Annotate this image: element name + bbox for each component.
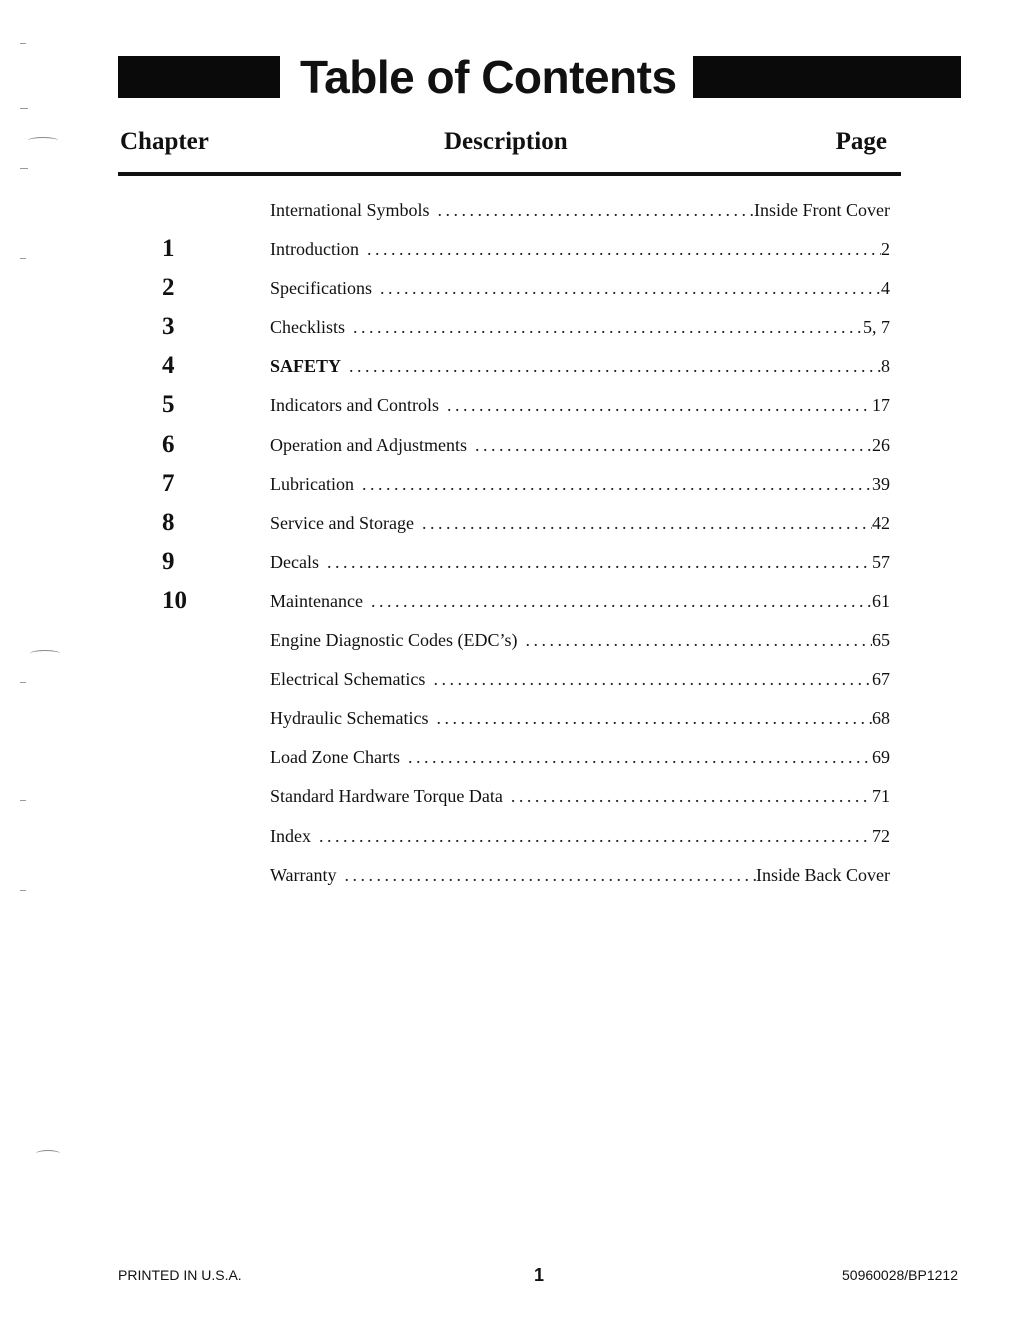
dot-leader <box>380 278 881 299</box>
dot-leader <box>436 708 872 729</box>
toc-label[interactable]: Service and Storage <box>270 512 414 533</box>
toc-label[interactable]: Hydraulic Schematics <box>270 708 429 729</box>
footer-document-code: 50960028/BP1212 <box>842 1267 958 1283</box>
toc-row[interactable] <box>118 665 890 704</box>
toc-row[interactable] <box>118 470 890 509</box>
dot-leader <box>371 591 872 612</box>
footer-page-number: 1 <box>534 1265 545 1285</box>
toc-label[interactable]: Maintenance <box>270 590 363 611</box>
toc-label[interactable]: Specifications <box>270 278 372 299</box>
column-header-page: Page <box>835 128 887 155</box>
column-header-chapter: Chapter <box>120 128 209 155</box>
toc-row[interactable] <box>118 782 890 821</box>
dot-leader <box>475 435 872 456</box>
toc-page: 8 <box>881 356 890 377</box>
chapter-number: 7 <box>162 469 175 497</box>
toc-row[interactable] <box>118 313 890 352</box>
dot-leader <box>362 474 872 495</box>
toc-label[interactable]: Electrical Schematics <box>270 669 426 690</box>
toc-label[interactable]: Standard Hardware Torque Data <box>270 786 503 807</box>
dot-leader <box>327 552 872 573</box>
page-footer <box>118 1265 958 1287</box>
toc-row[interactable] <box>118 548 890 587</box>
toc-page: 72 <box>872 825 890 846</box>
toc-row[interactable] <box>118 861 890 900</box>
title-bar-right-block <box>693 56 961 98</box>
dot-leader <box>525 630 872 651</box>
dot-leader <box>345 865 757 886</box>
toc-page: Inside Back Cover <box>756 864 890 885</box>
toc-page: 67 <box>872 669 890 690</box>
header-divider <box>118 172 901 176</box>
chapter-number: 4 <box>162 352 175 380</box>
toc-page: 61 <box>872 590 890 611</box>
dot-leader <box>353 317 863 338</box>
scan-artifact <box>36 1150 60 1157</box>
toc-page: 68 <box>872 708 890 729</box>
toc-row[interactable] <box>118 509 890 548</box>
toc-label[interactable]: Checklists <box>270 317 345 338</box>
toc-row[interactable] <box>118 391 890 430</box>
toc-label[interactable]: Engine Diagnostic Codes (EDC’s) <box>270 630 518 651</box>
dot-leader <box>408 747 872 768</box>
scan-artifact <box>20 682 26 683</box>
toc-label[interactable]: Lubrication <box>270 473 354 494</box>
dot-leader <box>447 395 872 416</box>
scan-artifact <box>20 258 26 259</box>
toc-row[interactable] <box>118 626 890 665</box>
page-title: Table of Contents <box>300 51 677 103</box>
dot-leader <box>433 669 872 690</box>
toc-page: 42 <box>872 512 890 533</box>
footer-printed-in: PRINTED IN U.S.A. <box>118 1267 242 1283</box>
chapter-number: 9 <box>162 547 175 575</box>
toc-label[interactable]: Load Zone Charts <box>270 747 400 768</box>
chapter-number: 1 <box>162 235 175 263</box>
dot-leader <box>422 513 872 534</box>
chapter-number: 3 <box>162 313 175 341</box>
scan-artifact <box>20 890 26 891</box>
dot-leader <box>437 200 754 221</box>
toc-label[interactable]: International Symbols <box>270 200 430 220</box>
toc-page: 17 <box>872 395 890 416</box>
toc-row[interactable] <box>118 196 890 235</box>
scan-artifact <box>30 650 60 657</box>
toc-page: 69 <box>872 747 890 768</box>
scan-artifact <box>28 137 58 144</box>
scan-artifact <box>20 800 26 801</box>
toc-page: Inside Front Cover <box>754 200 890 220</box>
toc-page: 26 <box>872 434 890 455</box>
toc-row[interactable] <box>118 235 890 274</box>
dot-leader <box>349 356 881 377</box>
dot-leader <box>367 239 881 260</box>
toc-row[interactable] <box>118 352 890 391</box>
toc-row[interactable] <box>118 431 890 470</box>
column-header-description: Description <box>444 128 568 155</box>
chapter-number: 6 <box>162 430 175 458</box>
toc-label[interactable]: Index <box>270 825 311 846</box>
scan-artifact <box>20 108 28 109</box>
title-banner <box>118 51 961 103</box>
scan-artifact <box>20 43 26 44</box>
toc-label[interactable]: Indicators and Controls <box>270 395 439 416</box>
toc-row[interactable] <box>118 704 890 743</box>
toc-list <box>118 196 890 900</box>
chapter-number: 2 <box>162 274 175 302</box>
column-headers <box>118 128 901 164</box>
toc-row[interactable] <box>118 274 890 313</box>
dot-leader <box>319 826 872 847</box>
toc-label[interactable]: Introduction <box>270 239 359 260</box>
title-bar-left-block <box>118 56 280 98</box>
toc-page: 5, 7 <box>863 317 890 338</box>
toc-label[interactable]: Decals <box>270 551 319 572</box>
toc-page: 57 <box>872 551 890 572</box>
chapter-number: 5 <box>162 391 175 419</box>
toc-label[interactable]: Warranty <box>270 864 337 885</box>
toc-row[interactable] <box>118 822 890 861</box>
chapter-number: 10 <box>162 586 187 614</box>
toc-row[interactable] <box>118 743 890 782</box>
toc-label[interactable]: SAFETY <box>270 356 342 377</box>
toc-page: 4 <box>881 278 890 299</box>
toc-row[interactable] <box>118 587 890 626</box>
toc-page: 65 <box>872 630 890 651</box>
scan-artifact <box>20 168 28 169</box>
toc-page: 2 <box>881 239 890 260</box>
toc-label[interactable]: Operation and Adjustments <box>270 434 467 455</box>
chapter-number: 8 <box>162 508 175 536</box>
dot-leader <box>511 786 872 807</box>
toc-page: 39 <box>872 473 890 494</box>
toc-page: 71 <box>872 786 890 807</box>
